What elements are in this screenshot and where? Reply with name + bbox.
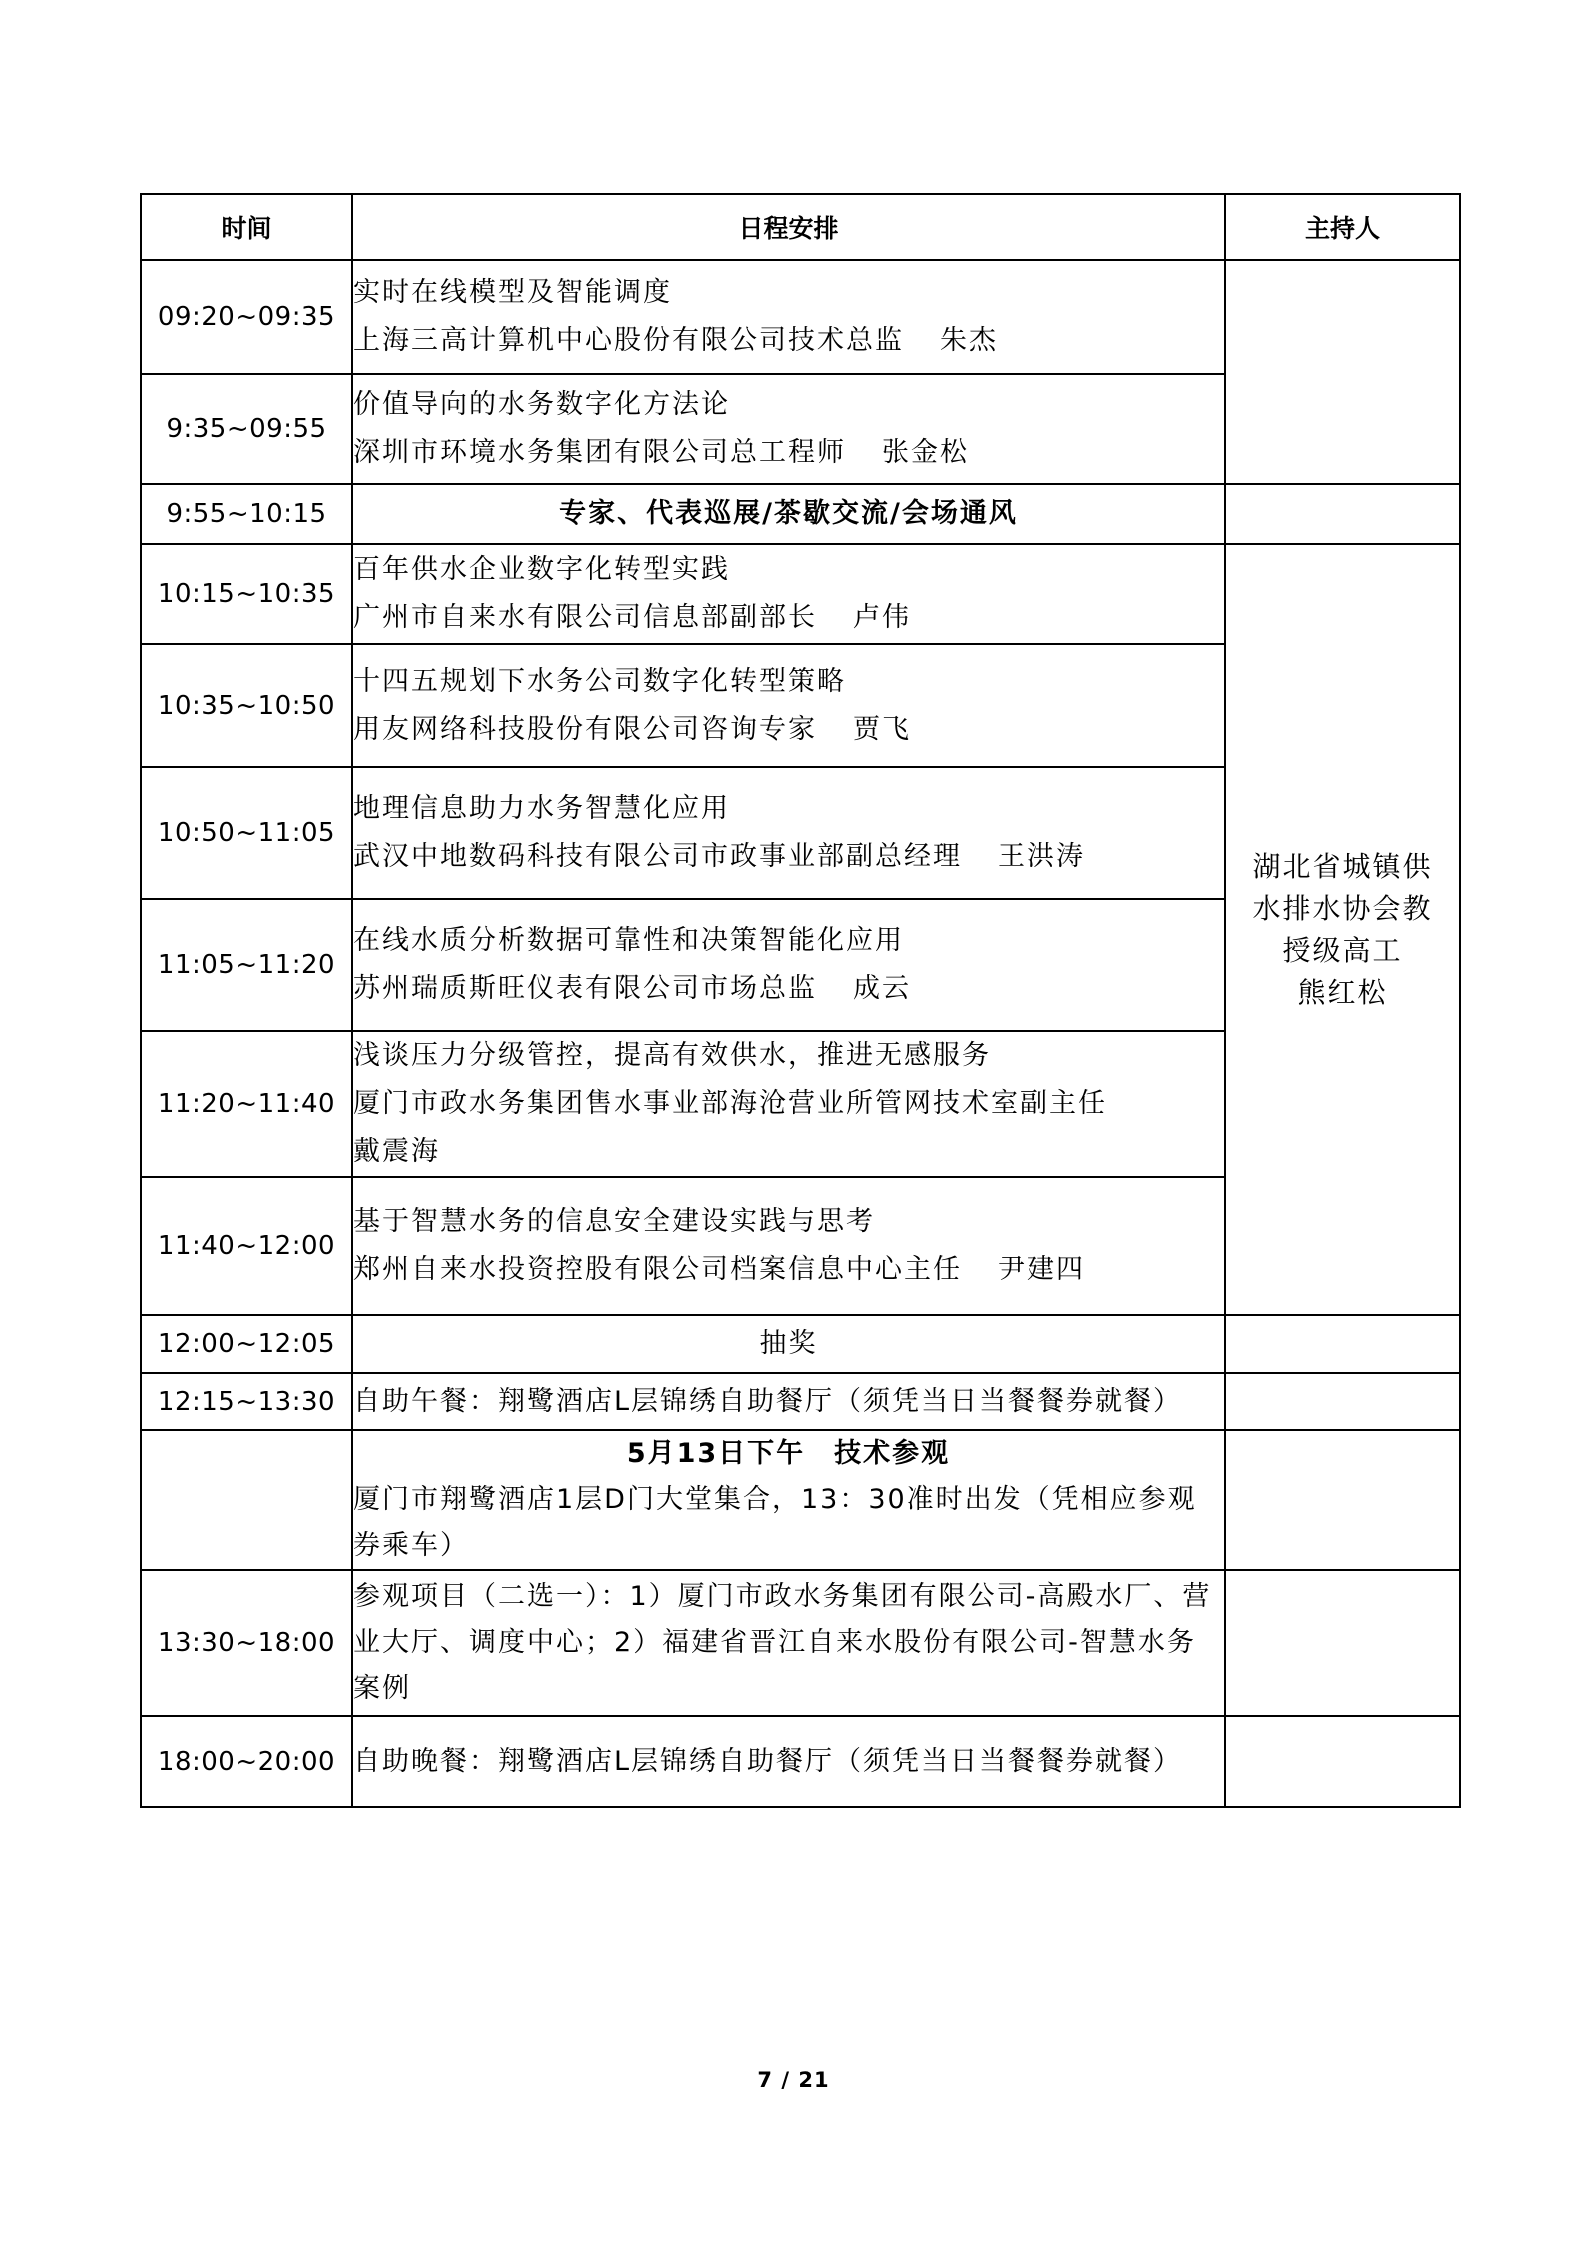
speaker-name: 朱杰 [940, 325, 998, 356]
afternoon-visit-title: 5月13日下午 技术参观 [626, 1438, 951, 1469]
row-time: 10:50~11:05 [141, 767, 352, 899]
row-agenda [352, 374, 1225, 484]
row-time: 9:55~10:15 [141, 484, 352, 544]
table-row [141, 1373, 1460, 1430]
talk-topic: 十四五规划下水务公司数字化转型策略 [353, 665, 846, 697]
row-time: 11:05~11:20 [141, 899, 352, 1031]
visit-items-text: 参观项目（二选一）：1）厦门市政水务集团有限公司-高殿水厂、营业大厅、调度中心；2）福建省晋江自来水股份有限公司-智慧水务案例 [352, 1570, 1225, 1716]
header-agenda: 日程安排 [352, 194, 1225, 260]
host-cell [1225, 544, 1460, 1315]
talk-topic: 价值导向的水务数字化方法论 [353, 389, 730, 420]
speaker-name: 张金松 [882, 437, 969, 468]
row-time: 18:00~20:00 [141, 1716, 352, 1807]
page-number: 7 / 21 [757, 2068, 830, 2092]
speaker-name: 成云 [853, 973, 911, 1004]
talk-speaker: 厦门市政水务集团售水事业部海沧营业所管网技术室副主任 [353, 1088, 1107, 1119]
table-row [141, 1315, 1460, 1373]
lottery-text: 抽奖 [352, 1315, 1225, 1373]
row-time: 09:20~09:35 [141, 260, 352, 374]
host-cell-empty [1225, 1373, 1460, 1430]
row-time: 10:35~10:50 [141, 644, 352, 767]
host-cell-empty [1225, 260, 1460, 484]
speaker-name: 卢伟 [853, 602, 911, 633]
talk-speaker: 武汉中地数码科技有限公司市政事业部副总经理 王洪涛 [353, 841, 1085, 872]
header-row [141, 194, 1460, 260]
talk-speaker: 上海三高计算机中心股份有限公司技术总监 朱杰 [353, 325, 998, 356]
row-time: 12:00~12:05 [141, 1315, 352, 1373]
host-cell-empty [1225, 1315, 1460, 1373]
talk-speaker: 用友网络科技股份有限公司咨询专家 贾飞 [353, 713, 911, 745]
talk-speaker: 苏州瑞质斯旺仪表有限公司市场总监 成云 [353, 973, 911, 1004]
talk-speaker: 郑州自来水投资控股有限公司档案信息中心主任 尹建四 [353, 1254, 1085, 1285]
host-cell-empty [1225, 1570, 1460, 1716]
row-agenda [352, 1031, 1225, 1177]
speaker-name: 王洪涛 [998, 841, 1085, 872]
speaker-name: 戴震海 [353, 1136, 440, 1167]
header-time: 时间 [141, 194, 352, 260]
row-agenda [352, 899, 1225, 1031]
row-time: 11:40~12:00 [141, 1177, 352, 1315]
talk-topic: 基于智慧水务的信息安全建设实践与思考 [353, 1206, 875, 1237]
row-time [141, 1430, 352, 1570]
table-row [141, 544, 1460, 644]
schedule-table [140, 193, 1461, 1808]
row-agenda [352, 260, 1225, 374]
host-cell-empty [1225, 484, 1460, 544]
dinner-text: 自助晚餐：翔鹭酒店L层锦绣自助餐厅（须凭当日当餐餐券就餐） [352, 1716, 1225, 1807]
talk-topic: 地理信息助力水务智慧化应用 [353, 793, 730, 824]
speaker-name: 尹建四 [998, 1254, 1085, 1285]
row-time: 9:35~09:55 [141, 374, 352, 484]
talk-topic: 在线水质分析数据可靠性和决策智能化应用 [353, 925, 904, 956]
talk-topic: 百年供水企业数字化转型实践 [353, 554, 730, 585]
table-row [141, 484, 1460, 544]
host-line: 授级高工 [1282, 933, 1403, 967]
host-line: 湖北省城镇供 [1252, 849, 1433, 883]
host-name: 熊红松 [1297, 975, 1388, 1009]
lunch-text: 自助午餐：翔鹭酒店L层锦绣自助餐厅（须凭当日当餐餐券就餐） [352, 1373, 1225, 1430]
row-agenda [352, 1430, 1225, 1570]
table-row [141, 1570, 1460, 1716]
host-cell-empty [1225, 1716, 1460, 1807]
talk-topic: 实时在线模型及智能调度 [353, 277, 672, 308]
table-row [141, 1430, 1460, 1570]
table-row [141, 1716, 1460, 1807]
header-host: 主持人 [1225, 194, 1460, 260]
break-text: 专家、代表巡展/茶歇交流/会场通风 [352, 484, 1225, 544]
host-line: 水排水协会教 [1252, 891, 1433, 925]
speaker-name: 贾飞 [853, 713, 911, 745]
row-time: 10:15~10:35 [141, 544, 352, 644]
talk-topic: 浅谈压力分级管控，提高有效供水，推进无感服务 [353, 1040, 991, 1071]
row-agenda [352, 644, 1225, 767]
table-row [141, 260, 1460, 374]
row-agenda [352, 1177, 1225, 1315]
talk-speaker: 深圳市环境水务集团有限公司总工程师 张金松 [353, 437, 969, 468]
talk-speaker: 广州市自来水有限公司信息部副部长 卢伟 [353, 602, 911, 633]
row-agenda [352, 767, 1225, 899]
row-time: 11:20~11:40 [141, 1031, 352, 1177]
assembly-text: 厦门市翔鹭酒店1层D门大堂集合，13：30准时出发（凭相应参观券乘车） [353, 1484, 1197, 1561]
host-cell-empty [1225, 1430, 1460, 1570]
row-time: 13:30~18:00 [141, 1570, 352, 1716]
row-agenda [352, 544, 1225, 644]
row-time: 12:15~13:30 [141, 1373, 352, 1430]
